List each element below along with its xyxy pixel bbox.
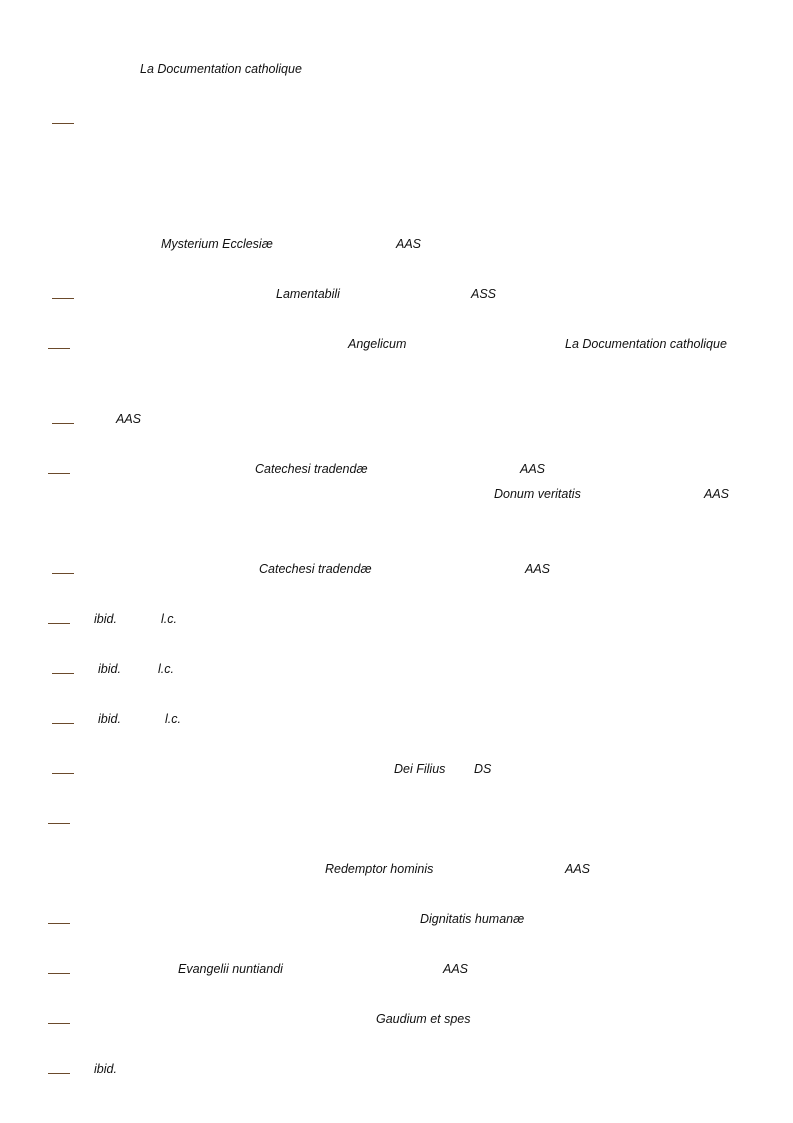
citation-title: Mysterium Ecclesiæ — [161, 237, 273, 251]
footnote-rule — [48, 348, 70, 349]
citation-title: Catechesi tradendæ — [259, 562, 372, 576]
citation-ibid: ibid. — [94, 1062, 117, 1076]
citation-abbrev: AAS — [116, 412, 142, 426]
citation-lc: l.c. — [165, 712, 181, 726]
footnote-rule — [48, 473, 70, 474]
citation-abbrev: AAS — [525, 562, 551, 576]
footnote-rule — [52, 298, 74, 299]
citation-lc: l.c. — [158, 662, 174, 676]
citation-title: Donum veritatis — [494, 487, 581, 501]
citation-ibid: ibid. — [98, 662, 121, 676]
citation-abbrev: AAS — [443, 962, 469, 976]
citation-abbrev: AAS — [704, 487, 730, 501]
footnote-rule — [48, 1073, 70, 1074]
citation-title: Dei Filius — [394, 762, 446, 776]
footnote-rule — [48, 923, 70, 924]
citation-title: La Documentation catholique — [565, 337, 727, 351]
footnote-rule — [48, 823, 70, 824]
footnote-rule — [48, 973, 70, 974]
citation-ibid: ibid. — [94, 612, 117, 626]
citation-title: Lamentabili — [276, 287, 340, 301]
citation-abbrev: AAS — [520, 462, 546, 476]
citation-title: Redemptor hominis — [325, 862, 434, 876]
footnote-rule — [52, 423, 74, 424]
citation-title: Catechesi tradendæ — [255, 462, 368, 476]
citation-abbrev: ASS — [471, 287, 497, 301]
footnote-rule — [52, 123, 74, 124]
footnote-rule — [52, 723, 74, 724]
footnote-rule — [48, 623, 70, 624]
citation-title: Evangelii nuntiandi — [178, 962, 283, 976]
citation-title: Angelicum — [348, 337, 407, 351]
citation-title: Dignitatis humanæ — [420, 912, 525, 926]
citation-abbrev: DS — [474, 762, 492, 776]
citation-lc: l.c. — [161, 612, 177, 626]
footnote-rule — [48, 1023, 70, 1024]
citation-ibid: ibid. — [98, 712, 121, 726]
citation-abbrev: AAS — [396, 237, 422, 251]
footnote-rule — [52, 573, 74, 574]
citation-title: Gaudium et spes — [376, 1012, 471, 1026]
citation-abbrev: AAS — [565, 862, 591, 876]
footnote-rule — [52, 673, 74, 674]
footnote-rule — [52, 773, 74, 774]
citation-title: La Documentation catholique — [140, 62, 302, 76]
